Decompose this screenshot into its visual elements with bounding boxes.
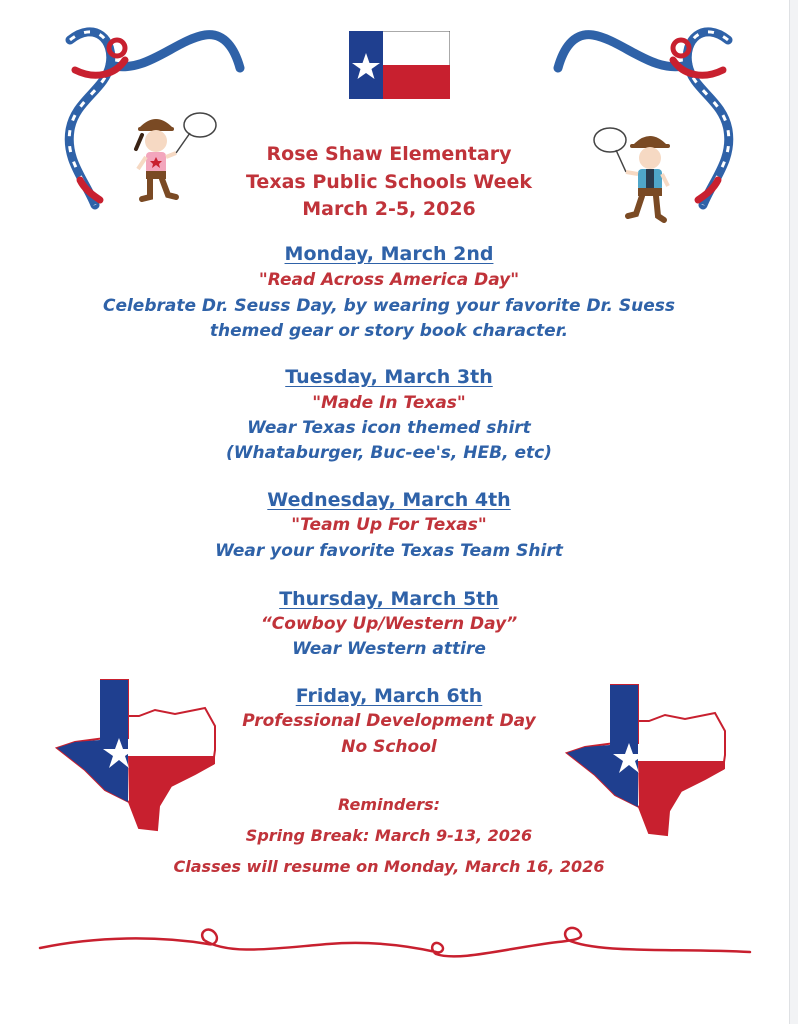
- day-description: (Whataburger, Buc-ee's, HEB, etc): [226, 443, 552, 463]
- day-heading: Friday, March 6th: [295, 685, 483, 707]
- day-theme: No School: [341, 737, 437, 757]
- day-heading: Thursday, March 5th: [279, 588, 499, 610]
- day-theme: "Team Up For Texas": [291, 515, 487, 535]
- day-heading: Wednesday, March 4th: [267, 489, 511, 511]
- day-heading: Tuesday, March 3th: [285, 366, 493, 388]
- day-description: themed gear or story book character.: [209, 321, 569, 341]
- day-theme: Professional Development Day: [242, 711, 536, 731]
- spring-break-note: Spring Break: March 9-13, 2026: [245, 826, 533, 845]
- day-theme: "Made In Texas": [312, 393, 466, 413]
- day-description: Celebrate Dr. Seuss Day, by wearing your favorite Dr. Suess: [102, 296, 676, 316]
- resume-note: Classes will resume on Monday, March 16, 2026: [173, 857, 605, 876]
- day-theme: "Read Across America Day": [258, 270, 520, 290]
- reminders-heading: Reminders:: [337, 795, 441, 814]
- swirl-divider-icon: [38, 918, 753, 970]
- day-description: Wear Texas icon themed shirt: [247, 418, 531, 438]
- texas-flag-icon: [349, 31, 450, 99]
- day-heading: Monday, March 2nd: [284, 243, 494, 265]
- texas-map-right-icon: [565, 683, 728, 838]
- day-description: Wear Western attire: [292, 639, 486, 659]
- event-dates: March 2-5, 2026: [302, 198, 476, 220]
- event-name: Texas Public Schools Week: [246, 171, 532, 193]
- school-name: Rose Shaw Elementary: [266, 143, 512, 165]
- day-theme: “Cowboy Up/Western Day”: [260, 614, 518, 634]
- day-description: Wear your favorite Texas Team Shirt: [215, 541, 563, 561]
